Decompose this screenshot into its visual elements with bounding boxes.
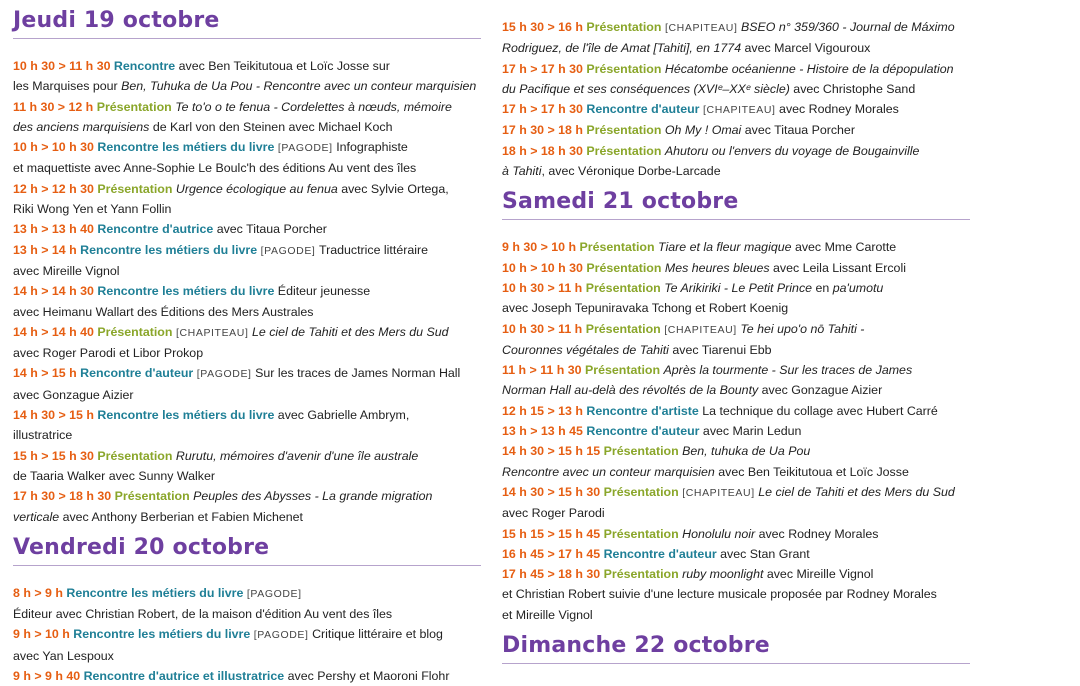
entry-title: Tiare et la fleur magique <box>658 240 792 255</box>
entry-type: Présentation <box>97 448 173 463</box>
schedule-samedi <box>502 237 972 625</box>
venue-tag: [CHAPITEAU] <box>661 22 741 34</box>
entry-text: avec Titaua Porcher <box>741 123 855 138</box>
entry-title: des anciens marquisiens <box>13 119 150 134</box>
entry-text: avec Heimanu Wallart des Éditions des Mers Australes <box>13 304 314 319</box>
schedule-entry <box>13 624 483 666</box>
entry-title: verticale <box>13 509 60 524</box>
venue-tag: [CHAPITEAU] <box>699 104 780 117</box>
entry-time: 16 h 45 > 17 h 45 <box>502 546 604 561</box>
entry-time: 14 h 30 > 15 h <box>13 408 98 423</box>
entry-type: Présentation <box>603 484 679 499</box>
schedule-entry <box>502 441 972 482</box>
day-heading-vendredi: Vendredi 20 octobre <box>13 533 481 566</box>
schedule-entry <box>13 583 483 625</box>
entry-text: , avec Véronique Dorbe-Larcade <box>541 164 721 179</box>
entry-title: Norman Hall au-delà des révoltés de la Bounty <box>502 383 759 398</box>
entry-title: Rurutu, mémoires d'avenir d'une île australe <box>175 448 419 463</box>
schedule-vendredi <box>13 583 483 686</box>
entry-text: Infographiste <box>336 140 408 155</box>
entry-type: Rencontre <box>113 59 176 73</box>
entry-title: Ahutoru ou l'envers du voyage de Bougainville <box>664 143 920 158</box>
entry-text: avec Rodney Morales <box>779 102 899 117</box>
venue-tag: [CHAPITEAU] <box>172 326 252 339</box>
schedule-entry <box>502 258 972 278</box>
entry-type: Présentation <box>97 181 173 196</box>
venue-tag: [PAGODE] <box>243 587 302 600</box>
entry-title: Te to'o o te fenua - Cordelettes à nœuds, mémoire <box>175 99 452 114</box>
entry-title: Ben, tuhuka de Ua Pou <box>682 444 811 459</box>
entry-title: à Tahiti <box>502 164 542 179</box>
entry-type: Rencontre d'auteur <box>586 102 700 117</box>
entry-text: avec Yan Lespoux <box>13 648 114 663</box>
schedule-entry <box>13 56 483 97</box>
entry-title: Après la tourmente - Sur les traces de James <box>663 363 913 378</box>
entry-time: 14 h > 14 h 40 <box>13 324 98 339</box>
entry-text: Sur les traces de James Norman Hall <box>255 366 461 381</box>
schedule-entry <box>502 544 972 564</box>
schedule-entry <box>13 486 483 527</box>
entry-title: Rencontre avec un conteur marquisien <box>502 464 715 479</box>
entry-text: avec Joseph Tepuniravaka Tchong et Robert Koenig <box>502 301 789 316</box>
entry-text: avec Stan Grant <box>716 546 810 561</box>
left-column <box>13 0 483 686</box>
schedule-entry <box>502 360 972 401</box>
schedule-entry <box>13 666 483 686</box>
entry-title: Le ciel de Tahiti et des Mers du Sud <box>758 484 955 499</box>
entry-type: Présentation <box>603 567 679 582</box>
entry-title: Te Arikiriki - Le Petit Prince <box>664 280 813 295</box>
schedule-entry <box>13 240 483 282</box>
entry-type: Rencontre d'auteur <box>586 424 700 439</box>
entry-time: 10 h > 10 h 30 <box>502 260 587 275</box>
entry-time: 15 h 30 > 16 h <box>502 20 587 34</box>
entry-text: avec Mireille Vignol <box>13 263 120 278</box>
entry-type: Rencontre les métiers du livre <box>97 408 275 423</box>
entry-text: avec Marin Ledun <box>699 424 802 439</box>
entry-text: Éditeur avec Christian Robert, de la maison d'édition Au vent des îles <box>13 607 393 622</box>
entry-type: Présentation <box>586 123 662 138</box>
entry-text: et Mireille Vignol <box>502 607 593 622</box>
schedule-entry <box>502 524 972 544</box>
entry-type: Présentation <box>585 363 661 378</box>
entry-title: Hécatombe océanienne - Histoire de la dépopulation <box>664 61 954 76</box>
venue-tag: [PAGODE] <box>274 142 337 155</box>
day-heading-dimanche: Dimanche 22 octobre <box>502 631 970 664</box>
schedule-entry <box>502 141 972 182</box>
venue-tag: [PAGODE] <box>250 629 313 642</box>
entry-text: en <box>812 280 833 295</box>
entry-title: Te hei upo'o nō Tahiti - <box>740 321 865 336</box>
schedule-entry <box>13 405 483 446</box>
entry-text: avec Rodney Morales <box>755 526 879 541</box>
entry-text: avec Sylvie Ortega, <box>337 181 449 196</box>
entry-time: 10 h 30 > 11 h <box>502 321 586 336</box>
entry-type: Présentation <box>585 280 661 295</box>
entry-time: 9 h > 10 h <box>13 627 74 642</box>
entry-text: avec Ben Teikitutoua et Loïc Josse <box>714 464 909 479</box>
venue-tag: [CHAPITEAU] <box>660 323 741 336</box>
entry-time: 17 h > 17 h 30 <box>502 102 587 117</box>
entry-text: avec Pershy et Maoroni Flohr <box>284 669 450 684</box>
entry-time: 13 h > 14 h <box>13 242 81 257</box>
entry-text: et Christian Robert suivie d'une lecture musicale proposée par Rodney Morales <box>502 587 937 602</box>
entry-time: 17 h 30 > 18 h <box>502 123 587 138</box>
entry-type: Présentation <box>586 20 662 34</box>
entry-text: de Taaria Walker avec Sunny Walker <box>13 468 216 483</box>
entry-type: Rencontre d'artiste <box>586 403 699 418</box>
entry-time: 14 h > 14 h 30 <box>13 284 98 299</box>
entry-title: Oh My ! Omai <box>664 123 742 138</box>
entry-time: 17 h 45 > 18 h 30 <box>502 567 604 582</box>
entry-type: Présentation <box>585 321 661 336</box>
entry-type: Présentation <box>97 324 173 339</box>
entry-text: les Marquises pour <box>13 79 122 94</box>
schedule-entry <box>502 482 972 524</box>
schedule-entry <box>502 59 972 100</box>
entry-text: avec Mireille Vignol <box>763 567 874 582</box>
entry-text: avec Gonzague Aizier <box>758 383 883 398</box>
schedule-entry <box>13 446 483 487</box>
venue-tag: [CHAPITEAU] <box>678 486 759 499</box>
entry-text: avec Leila Lissant Ercoli <box>769 260 906 275</box>
entry-type: Rencontre les métiers du livre <box>97 140 275 155</box>
entry-time: 9 h 30 > 10 h <box>502 240 580 255</box>
entry-text: illustratrice <box>13 428 73 443</box>
entry-time: 17 h 30 > 18 h 30 <box>13 489 115 504</box>
entry-time: 14 h 30 > 15 h 30 <box>502 484 604 499</box>
entry-time: 10 h 30 > 11 h 30 <box>13 59 114 73</box>
schedule-entry <box>502 237 972 257</box>
entry-text: de Karl von den Steinen avec Michael Koch <box>149 119 393 134</box>
schedule-vendredi-continued <box>502 17 972 181</box>
entry-time: 11 h > 11 h 30 <box>502 363 586 378</box>
schedule-entry <box>502 120 972 140</box>
entry-time: 13 h > 13 h 40 <box>13 222 98 237</box>
entry-title: Peuples des Abysses - La grande migration <box>193 489 433 504</box>
schedule-entry <box>502 564 972 625</box>
entry-type: Présentation <box>603 444 679 459</box>
entry-time: 13 h > 13 h 45 <box>502 424 587 439</box>
entry-text: avec Ben Teikitutoua et Loïc Josse sur <box>175 59 390 73</box>
schedule-entry <box>502 99 972 120</box>
schedule-entry <box>13 179 483 220</box>
entry-time: 11 h 30 > 12 h <box>13 99 97 114</box>
entry-text: Critique littéraire et blog <box>312 627 443 642</box>
right-column <box>502 0 972 681</box>
entry-type: Présentation <box>96 99 172 114</box>
entry-text: avec Roger Parodi et Libor Prokop <box>13 346 204 361</box>
entry-time: 15 h > 15 h 30 <box>13 448 98 463</box>
schedule-entry <box>13 281 483 322</box>
entry-text: Riki Wong Yen et Yann Follin <box>13 202 172 217</box>
entry-type: Rencontre les métiers du livre <box>66 585 244 600</box>
entry-title: Ben, Tuhuka de Ua Pou - Rencontre avec un conteur marquisien <box>121 79 477 94</box>
entry-time: 10 h 30 > 11 h <box>502 280 586 295</box>
entry-text: avec Tiarenui Ebb <box>668 342 772 357</box>
entry-title: Le ciel de Tahiti et des Mers du Sud <box>252 324 449 339</box>
entry-text: La technique du collage avec Hubert Carré <box>698 403 938 418</box>
entry-type: Présentation <box>603 526 679 541</box>
entry-text: avec Anthony Berberian et Fabien Michenet <box>59 509 303 524</box>
entry-title: pa'umotu <box>832 280 884 295</box>
entry-type: Présentation <box>586 260 662 275</box>
entry-type: Rencontre les métiers du livre <box>97 284 275 299</box>
entry-time: 10 h > 10 h 30 <box>13 140 98 155</box>
schedule-entry <box>13 219 483 239</box>
entry-type: Rencontre d'auteur <box>603 546 717 561</box>
entry-type: Rencontre d'auteur <box>80 366 194 381</box>
schedule-entry <box>502 278 972 319</box>
schedule-entry <box>13 322 483 364</box>
venue-tag: [PAGODE] <box>193 368 256 381</box>
entry-text: avec Gonzague Aizier <box>13 387 134 402</box>
entry-type: Rencontre d'autrice <box>97 222 214 237</box>
entry-title: BSEO n° 359/360 - Journal de Máximo <box>741 20 955 34</box>
entry-title: Rodriguez, de l'île de Amat [Tahiti], en 1774 <box>502 41 742 56</box>
entry-title: Honolulu noir <box>682 526 756 541</box>
entry-text: Traductrice littéraire <box>318 242 428 257</box>
entry-title: du Pacifique et ses conséquences (XVIᵉ–XXᵉ siècle) <box>502 81 790 96</box>
entry-text: avec Marcel Vigouroux <box>741 41 871 56</box>
schedule-jeudi <box>13 56 483 527</box>
schedule-entry <box>502 17 972 59</box>
entry-time: 12 h 15 > 13 h <box>502 403 587 418</box>
day-heading-samedi: Samedi 21 octobre <box>502 187 970 220</box>
entry-time: 8 h > 9 h <box>13 585 67 600</box>
day-heading-jeudi: Jeudi 19 octobre <box>13 6 481 39</box>
entry-title: Couronnes végétales de Tahiti <box>502 342 669 357</box>
entry-type: Rencontre d'autrice et illustratrice <box>83 669 285 684</box>
entry-text: et maquettiste avec Anne-Sophie Le Boulc'h des éditions Au vent des îles <box>13 161 417 176</box>
entry-title: Urgence écologique au fenua <box>175 181 338 196</box>
entry-title: ruby moonlight <box>682 567 764 582</box>
entry-time: 9 h > 9 h 40 <box>13 669 84 684</box>
entry-time: 18 h > 18 h 30 <box>502 143 587 158</box>
entry-time: 17 h > 17 h 30 <box>502 61 587 76</box>
entry-type: Présentation <box>114 489 190 504</box>
entry-text: Éditeur jeunesse <box>274 284 371 299</box>
schedule-entry <box>13 97 483 138</box>
entry-text: avec Mme Carotte <box>791 240 897 255</box>
venue-tag: [PAGODE] <box>257 244 319 257</box>
entry-time: 14 h > 15 h <box>13 366 81 381</box>
entry-time: 14 h 30 > 15 h 15 <box>502 444 604 459</box>
entry-type: Présentation <box>586 61 662 76</box>
schedule-entry <box>502 319 972 361</box>
entry-text: avec Christophe Sand <box>789 81 916 96</box>
entry-title: Mes heures bleues <box>664 260 770 275</box>
schedule-entry <box>13 137 483 179</box>
entry-text: avec Titaua Porcher <box>213 222 327 237</box>
schedule-entry <box>13 363 483 405</box>
schedule-entry <box>502 401 972 421</box>
entry-time: 15 h 15 > 15 h 45 <box>502 526 604 541</box>
entry-time: 12 h > 12 h 30 <box>13 181 98 196</box>
entry-type: Présentation <box>586 143 662 158</box>
entry-text: avec Roger Parodi <box>502 506 605 521</box>
entry-text: avec Gabrielle Ambrym, <box>274 408 410 423</box>
entry-type: Présentation <box>579 240 655 255</box>
schedule-entry <box>502 421 972 441</box>
entry-type: Rencontre les métiers du livre <box>80 242 258 257</box>
entry-type: Rencontre les métiers du livre <box>73 627 251 642</box>
